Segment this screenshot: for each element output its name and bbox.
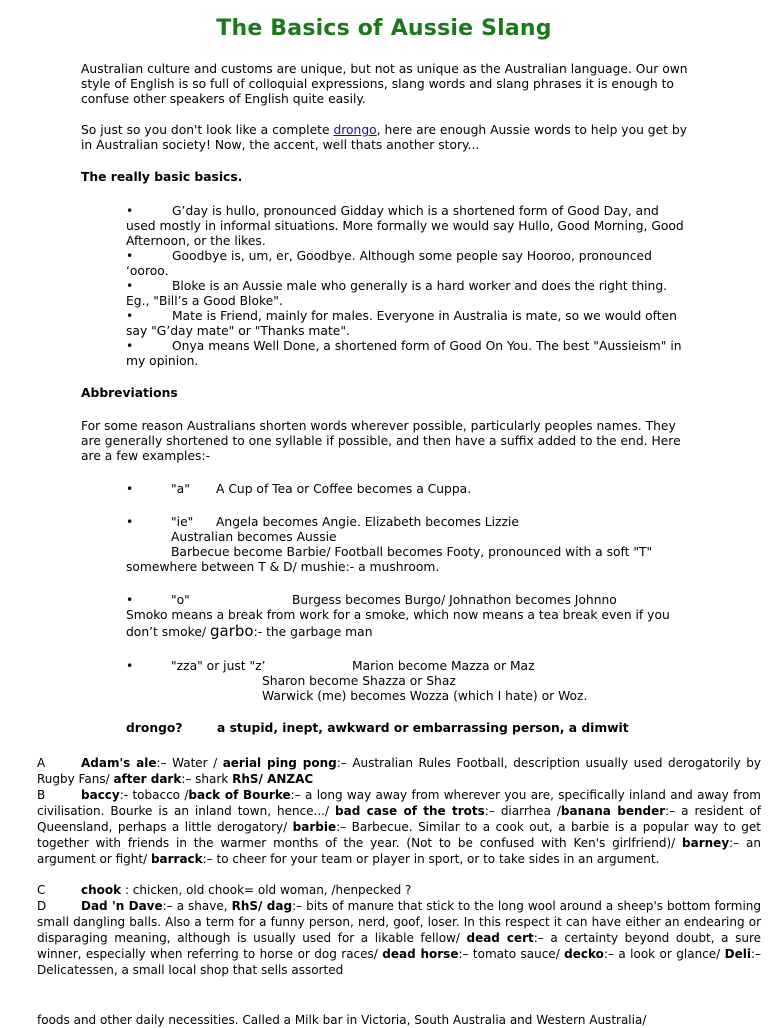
intro-text: , here are enough Aussie words to help you get by in Australian society! Now, the accent, well thats another story... (81, 123, 687, 152)
example-text-garbo: don’t smoke/ garbo:- the garbage man (126, 622, 373, 640)
bullet-icon: • (126, 309, 134, 323)
glossary-c: C chook : chicken, old chook= old woman, /henpecked ? (37, 883, 412, 897)
list-item: • Mate is Friend, mainly for males. Everyone in Australia is mate, so we would often say "G’day mate" or "Thanks mate". (126, 309, 677, 338)
example-text: somewhere between T & D/ mushie:- a mushroom. (126, 560, 440, 574)
basics-list (126, 204, 686, 369)
example-text: Burgess becomes Burgo/ Johnathon becomes Johnno (292, 593, 617, 607)
glossary-d: D Dad 'n Dave:– a shave, RhS/ dag:– bits of manure that stick to the long wool around a sheep's bottom forming small dangling balls. Also a term for a funny person, nerd, goof, loser. In this respect it can have either an endearing or disparaging meaning, although is usually used for a likable fellow/ dead cert:– a certainty beyond doubt, a sure winner, especially when referring to horse or dog races/ dead horse:– tomato sauce/ decko:– a look or glance/ Deli:– Delicatessen, a small local shop that sells assorted (37, 899, 762, 977)
glossary-b: B baccy:- tobacco /back of Bourke:– a long way away from wherever you are, specifically inland and away from civilisation. Bourke is an inland town, hence.../ bad case of the trots:– diarrhea /banana bender:– a resident of Queensland, perhaps a little derogatory/ barbie:– Barbecue. Similar to a cook out, a barbie is a popular way to get together with friends in the warmer months of the year. (Not to be confused with Ken's girlfriend)/ barney:– an argument or fight/ barrack:– to cheer for your team or player in sport, or to take sides in an argument. (37, 788, 762, 866)
suffix-label: "a" (171, 482, 190, 496)
intro-text: So just so you don't look like a complete (81, 123, 334, 137)
glossary-letter: B (37, 788, 46, 802)
abbreviations-heading: Abbreviations (81, 386, 178, 400)
suffix-label: "ie" (171, 515, 194, 529)
drongo-term: drongo? (126, 721, 183, 735)
example-text: Smoko means a break from work for a smoke, which now means a tea break even if you (126, 608, 670, 622)
example-text: Sharon become Shazza or Shaz (262, 674, 456, 688)
list-item: • Bloke is an Aussie male who generally is a hard worker and does the right thing. Eg., "Bill’s a Good Bloke". (126, 279, 668, 308)
page-title: The Basics of Aussie Slang (216, 16, 552, 41)
glossary-letter: A (37, 756, 46, 770)
suffix-label: "zza" or just "z’ (171, 659, 266, 673)
bullet-icon: • (126, 204, 134, 218)
bullet-icon: • (126, 593, 134, 607)
suffix-label: "o" (171, 593, 190, 607)
example-text: Angela becomes Angie. Elizabeth becomes Lizzie (216, 515, 519, 529)
example-text: Marion become Mazza or Maz (352, 659, 535, 673)
glossary-continuation: foods and other daily necessities. Called a Milk bar in Victoria, South Australia and Western Australia/ (37, 1013, 647, 1027)
drongo-link[interactable]: drongo (333, 123, 377, 137)
bullet-icon: • (126, 515, 134, 529)
bullet-icon: • (126, 249, 134, 263)
glossary-a: A Adam's ale:– Water / aerial ping pong:– Australian Rules Football, description usually used derogatorily by Rugby Fans/ after dark:– shark RhS/ ANZAC (37, 756, 761, 786)
list-item: • G’day is hullo, pronounced Gidday which is a shortened form of Good Day, and used mostly in informal situations. More formally we would say Hullo, Good Morning, Good Afternoon, or the likes. (126, 204, 684, 248)
glossary-letter: D (37, 899, 47, 913)
glossary-letter: C (37, 883, 46, 897)
example-text: A Cup of Tea or Coffee becomes a Cuppa. (216, 482, 472, 496)
example-text: Barbecue become Barbie/ Football becomes Footy, pronounced with a soft "T" (171, 545, 653, 559)
list-item: • Goodbye is, um, er, Goodbye. Although some people say Hooroo, pronounced ‘ooroo. (126, 249, 652, 278)
drongo-definition: a stupid, inept, awkward or embarrassing person, a dimwit (217, 721, 629, 735)
bullet-icon: • (126, 339, 134, 353)
list-item: • Onya means Well Done, a shortened form of Good On You. The best "Aussieism" in my opinion. (126, 339, 682, 368)
bullet-icon: • (126, 279, 134, 293)
garbo-word: garbo (209, 622, 254, 640)
intro-paragraph-2 (81, 123, 691, 153)
bullet-icon: • (126, 482, 134, 496)
intro-paragraph: Australian culture and customs are unique, but not as unique as the Australian language. Our own style of English is so full of colloquial expressions, slang words and slang phrases it is enough to confuse other speakers of English quite easily. (81, 62, 688, 106)
basics-heading: The really basic basics. (81, 170, 243, 184)
abbreviations-intro: For some reason Australians shorten words wherever possible, particularly peoples names. They are generally shortened to one syllable if possible, and then have a suffix added to the end. Here are a few examples:- (81, 419, 681, 463)
example-text: Australian becomes Aussie (171, 530, 337, 544)
bullet-icon: • (126, 659, 134, 673)
example-text: Warwick (me) becomes Wozza (which I hate) or Woz. (262, 689, 588, 703)
